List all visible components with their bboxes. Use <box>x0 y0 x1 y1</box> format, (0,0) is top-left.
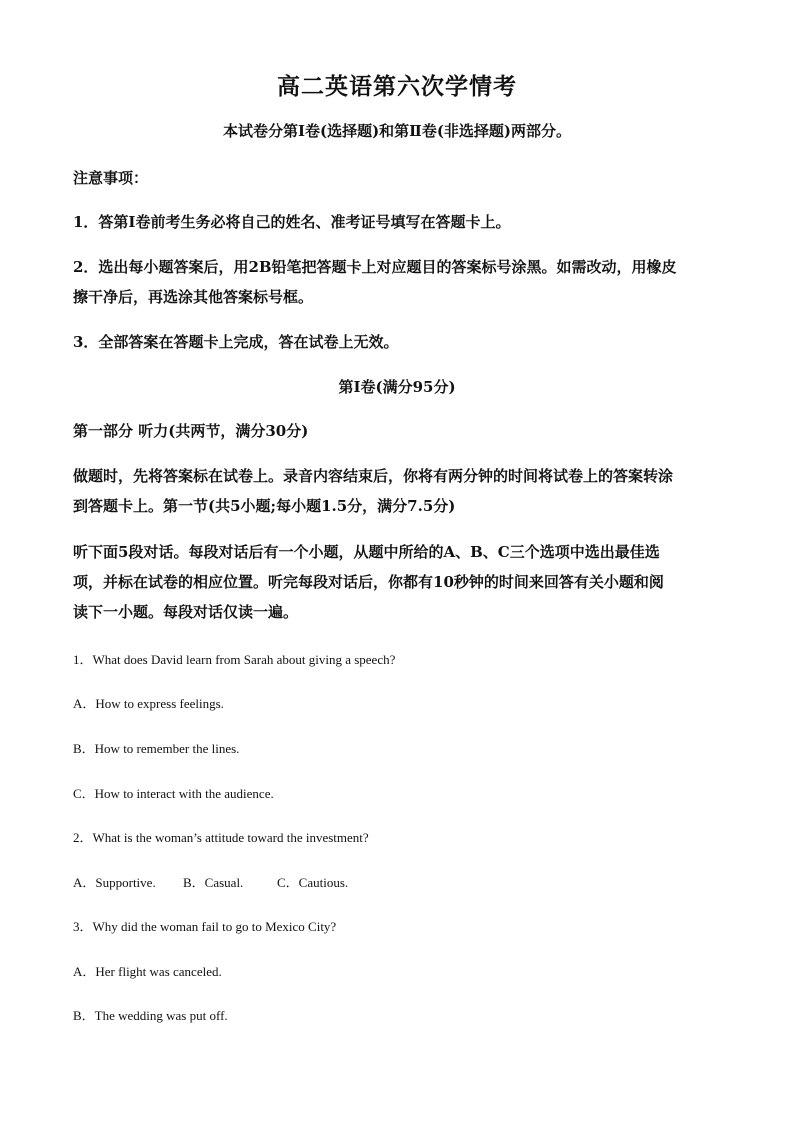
question-1-stem: 1．What does David learn from Sarah about giving a speech? <box>73 652 396 667</box>
exam-subtitle: 本试卷分第Ⅰ卷(选择题)和第Ⅱ卷(非选择题)两部分。 <box>222 122 572 140</box>
question-2-option-c: C．Cautious. <box>277 875 349 890</box>
question-2-option-a: A．Supportive. <box>73 875 156 890</box>
question-2-options <box>73 872 728 891</box>
question-1-option-a: A．How to express feelings. <box>73 696 224 711</box>
question-2-option-b: B．Casual. <box>183 875 244 890</box>
directions-line-1: 听下面5段对话。每段对话后有一个小题，从题中所给的A、B、C三个选项中选出最佳选 <box>73 543 660 561</box>
part-1-title: 第一部分 听力(共两节，满分30分) <box>73 422 309 440</box>
question-3-stem: 3．Why did the woman fail to go to Mexico City? <box>73 919 337 934</box>
question-1-option-c: C．How to interact with the audience. <box>73 786 274 801</box>
question-3-option-b: B．The wedding was put off. <box>73 1008 228 1023</box>
instruction-line-1: 做题时，先将答案标在试卷上。录音内容结束后，你将有两分钟的时间将试卷上的答案转涂 <box>73 467 674 485</box>
section-1-title: 第Ⅰ卷(满分95分) <box>338 378 456 396</box>
question-1-option-b: B．How to remember the lines. <box>73 741 240 756</box>
question-2-stem: 2．What is the woman’s attitude toward the investment? <box>73 830 369 845</box>
directions-line-2: 项，并标在试卷的相应位置。听完每段对话后，你都有10秒钟的时间来回答有关小题和阅 <box>73 573 664 591</box>
notes-heading: 注意事项： <box>73 169 149 187</box>
note-item-2-line-1: 2．选出每小题答案后，用2B铅笔把答题卡上对应题目的答案标号涂黑。如需改动，用橡皮 <box>73 258 677 276</box>
note-item-2-line-2: 擦干净后，再选涂其他答案标号框。 <box>73 288 314 306</box>
note-item-1: 1．答第Ⅰ卷前考生务必将自己的姓名、准考证号填写在答题卡上。 <box>73 213 511 231</box>
note-item-3: 3．全部答案在答题卡上完成，答在试卷上无效。 <box>73 333 399 351</box>
exam-title: 高二英语第六次学情考 <box>277 73 517 100</box>
instruction-line-2: 到答题卡上。第一节(共5小题;每小题1.5分，满分7.5分) <box>73 497 456 515</box>
directions-line-3: 读下一小题。每段对话仅读一遍。 <box>73 603 299 621</box>
question-3-option-a: A．Her flight was canceled. <box>73 964 222 979</box>
